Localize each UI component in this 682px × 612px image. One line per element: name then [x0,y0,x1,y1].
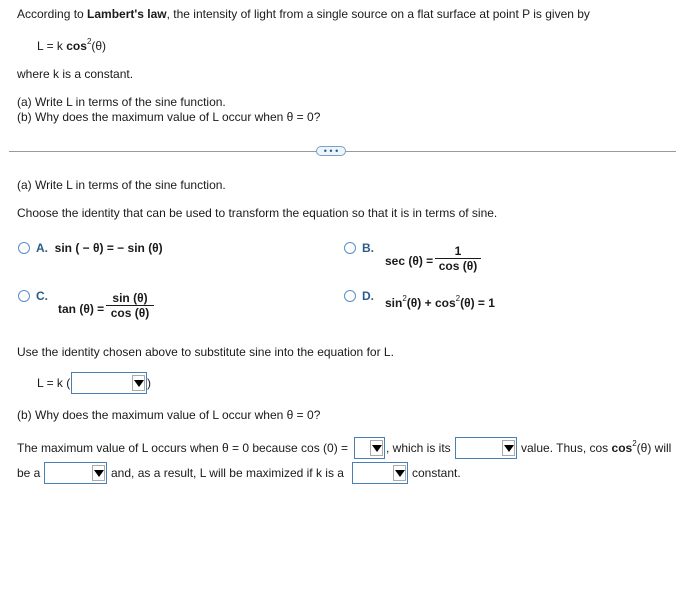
max-min-dropdown[interactable] [455,437,517,459]
option-c-denominator: cos (θ) [106,305,154,320]
option-b-letter[interactable]: B. [362,241,374,255]
intro-line: According to Lambert's law, the intensity of light from a single source on a flat surface at point P is given by [17,7,590,21]
intro-formula: L = k $\cos^2(\theta)$ [37,37,107,53]
option-c-numerator: sin (θ) [112,291,148,305]
intro-part-a: (a) Write L in terms of the sine function. [17,95,226,109]
constant-note: where k is a constant. [17,67,134,81]
cos0-value-dropdown[interactable] [354,437,385,459]
option-c-fraction [106,291,154,320]
option-c-lhs: tan (θ) = [58,302,105,316]
chevron-down-icon [393,465,406,481]
chevron-down-icon [502,440,515,456]
substitute-instruction: Use the identity chosen above to substitute sine into the equation for L. [17,345,394,359]
answer-suffix: ) [147,376,151,390]
reason-sentence-2c: constant. [412,466,461,480]
option-d-identity: $\sin^2(\theta) + \cos^2(\theta) = 1$ [385,294,495,310]
chevron-down-icon [92,465,105,481]
constant-sign-dropdown[interactable] [352,462,408,484]
answer-dropdown[interactable] [71,372,147,394]
show-more-button[interactable]: • • • [316,146,346,156]
option-a-label[interactable]: A. sin ( − θ) = − sin (θ) [36,241,163,255]
option-b-denominator: cos (θ) [435,258,481,273]
answer-prefix: L = k ( [37,376,71,390]
chevron-down-icon [370,440,383,456]
option-d-radio[interactable] [344,290,356,302]
section-b-heading: (b) Why does the maximum value of L occur when θ = 0? [17,408,321,422]
option-b-radio[interactable] [344,242,356,254]
identity-instruction: Choose the identity that can be used to transform the equation so that it is in terms of sine. [17,206,498,220]
intro-part-b: (b) Why does the maximum value of L occur when θ = 0? [17,110,321,124]
option-d-letter[interactable]: D. [362,289,374,303]
reason-sentence-1a: The maximum value of L occurs when θ = 0 because cos (0) = [17,441,349,455]
option-c-letter[interactable]: C. [36,289,48,303]
reason-sentence-1b: , which is its [386,441,451,455]
option-b-numerator: 1 [454,244,462,258]
option-a-radio[interactable] [18,242,30,254]
value-type-dropdown[interactable] [44,462,107,484]
option-c-radio[interactable] [18,290,30,302]
reason-sentence-1c: value. Thus, $\cos \cos^2(\theta)$ will [521,439,672,455]
reason-sentence-2a: be a [17,466,41,480]
option-b-lhs: sec (θ) = [385,254,434,268]
section-a-heading: (a) Write L in terms of the sine function. [17,178,226,192]
chevron-down-icon [132,375,145,391]
reason-sentence-2b: and, as a result, L will be maximized if k is a [111,466,344,480]
option-b-fraction [435,244,481,273]
